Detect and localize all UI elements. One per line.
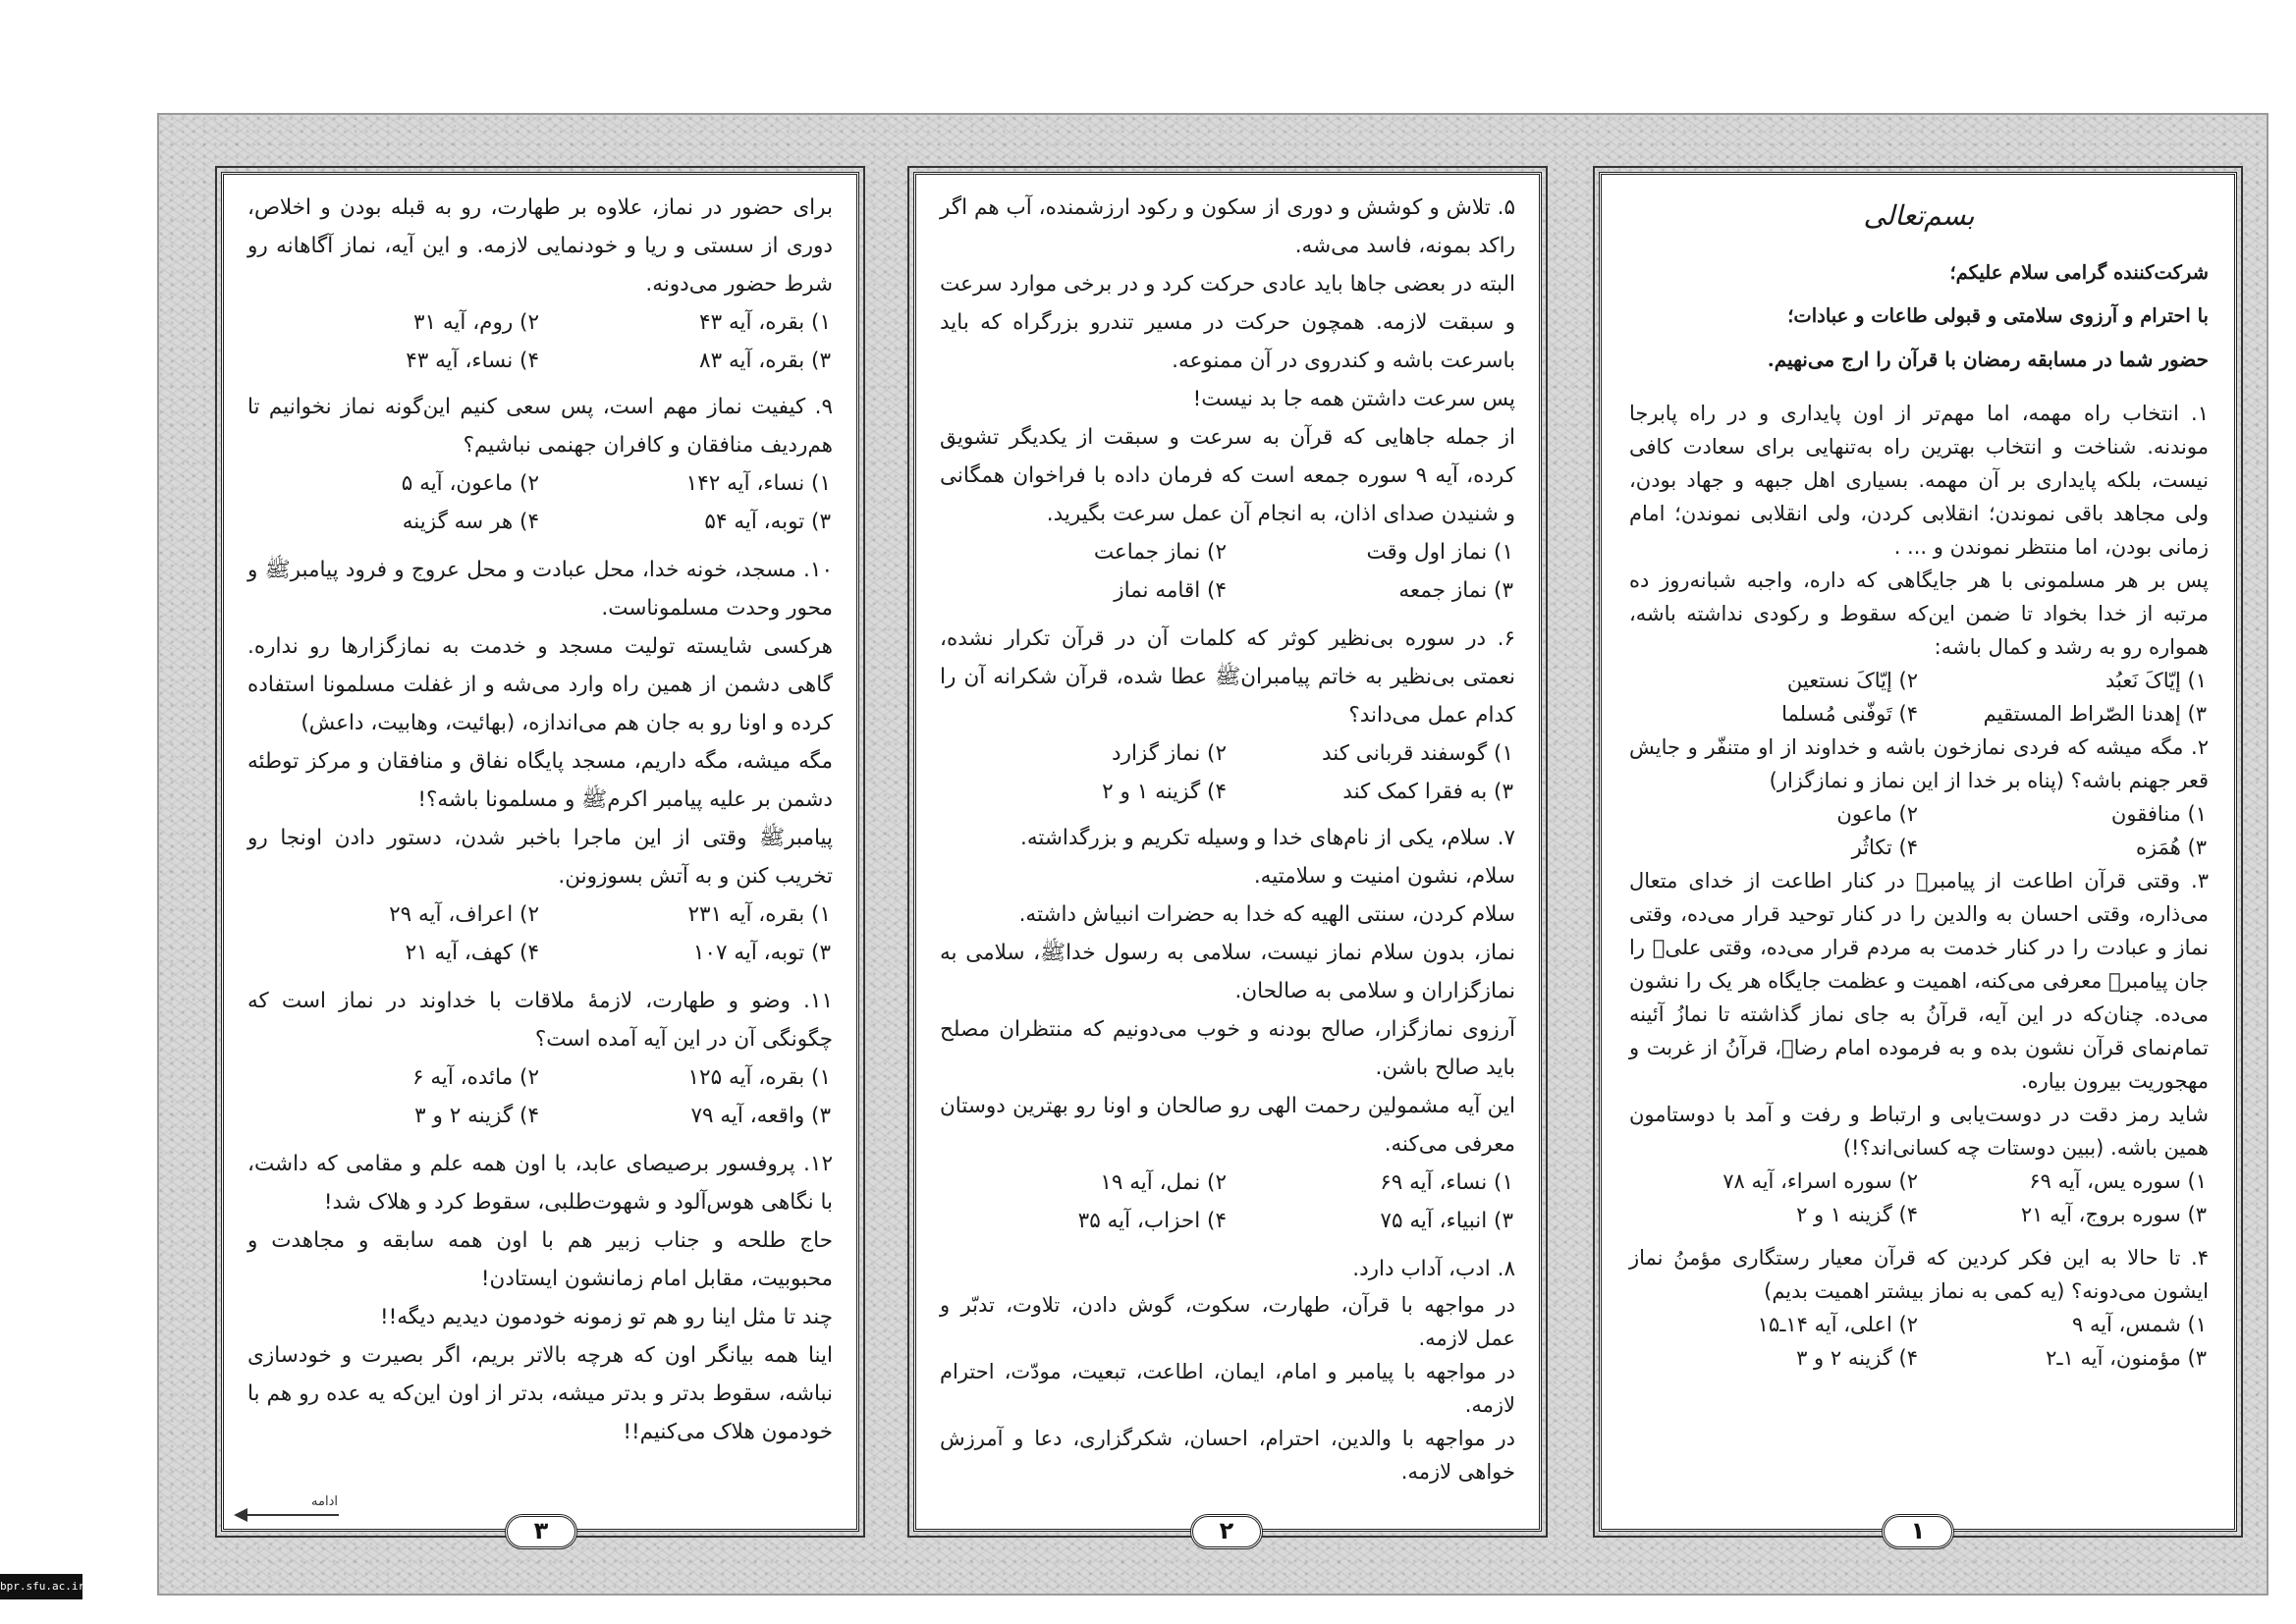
option: ۲) اعراف، آیه ۲۹ [389,902,539,927]
question-1-options [1629,664,2209,731]
option: ۲) نماز جماعت [1093,540,1227,565]
option: ۱) گوسفند قربانی کند [1321,741,1513,766]
question-10-text4: پیامبرﷺ وقتی از این ماجرا باخبر شدن، دستور دادن اونجا رو تخریب کنن و به آتش بسوزونن. [247,826,833,889]
option: ۲) سوره اسراء، آیه ۷۸ [1722,1169,1918,1193]
question-8-text: ۸. ادب، آداب دارد. [1352,1257,1515,1281]
option: ۳) نماز جمعه [1398,578,1513,603]
question-7-text2: سلام، نشون امنیت و سلامتیه. [1253,864,1515,889]
question-5-text2: البته در بعضی جاها باید عادی حرکت کرد و در برخی موارد سرعت و سبقت لازمه. همچون حرکت در مسیر تندرو بزرگراه که باید باسرعت باشه و کندروی در آن ممنوعه. [940,272,1515,373]
question-3-text2: شاید رمز دقت در دوست‌یابی و ارتباط و رفت و آمد با دوستامون همین باشه. (ببین دوستات چه کسانی‌اند؟!) [1629,1103,2209,1160]
question-8-options [247,303,833,380]
page-number-1: ۱ [1882,1514,1954,1549]
question-8-text2: در مواجهه با قرآن، طهارت، سکوت، گوش دادن، تلاوت، تدبّر و عمل لازمه. [940,1293,1515,1350]
continue-indicator [236,1494,344,1524]
question-12-text2: حاج طلحه و جناب زبیر هم با اون همه سابقه و مجاهدت و محبوبیت، مقابل امام زمانشون ایستادن! [247,1228,833,1291]
option: ۴) نساء، آیه ۴۳ [406,349,539,373]
question-7-text5: آرزوی نمازگزار، صالح بودنه و خوب می‌دونیم که منتظران مصلح باید صالح باشن. [940,1017,1515,1080]
question-2-options [1629,797,2209,864]
wishes-line: با احترام و آرزوی سلامتی و قبولی طاعات و عبادات؛ [1787,304,2209,327]
question-10-text2: هرکسی شایسته تولیت مسجد و خدمت به نمازگزارها رو نداره. گاهی دشمن از همین راه وارد می‌شه و از غفلت مسلمونا استفاده کرده و اونا رو به جان هم می‌اندازه، (بهائیت، وهابیت، داعش) [247,634,833,735]
option: ۳) توبه، آیه ۱۰۷ [692,941,831,965]
question-1-text: ۱. انتخاب راه مهمه، اما مهم‌تر از اون پایداری و در راه پابرجا موندنه. شناخت و انتخاب بهترین راه به‌تنهایی برای سعادت کافی نیست، بلکه پایداری بر آن مهمه. بسیاری اهل جبهه و جهاد بودن، ولی مجاهد باقی نموندن؛ انقلابی کردن، ولی انقلابی نموندن؛ امام زمانی بودن، اما منتظر نموندن و ... . [1629,402,2209,559]
option: ۳) به فقرا کمک کند [1342,780,1513,804]
option: ۲) اعلی، آیه ۱۴ـ۱۵ [1757,1313,1918,1336]
question-5-text4: از جمله جاهایی که قرآن به سرعت و سبقت از یکدیگر تشویق کرده، آیه ۹ سوره جمعه است که فرمان داده با فراخوان همگانی و شنیدن صدای اذان، به انجام آن عمل سرعت بگیرید. [940,425,1516,526]
question-11-options [247,1058,833,1135]
option: ۴) گزینه ۲ و ۳ [1796,1346,1918,1370]
option: ۴) تَوفّنی مُسلما [1781,702,1918,726]
question-6-text: ۶. در سوره بی‌نظیر کوثر که کلمات آن در قرآن تکرار نشده، نعمتی بی‌نظیر به خاتم پیامبرانﷺ عطا شده، قرآن شکرانه آن را کدام عمل می‌داند؟ [940,626,1515,728]
question-10-text: ۱۰. مسجد، خونه خدا، محل عبادت و محل عروج و فرود پیامبرﷺ و محور وحدت مسلموناست. [247,558,833,621]
question-10-options [247,895,833,972]
question-3-options [1629,1164,2209,1231]
question-11-text: ۱۱. وضو و طهارت، لازمهٔ ملاقات با خداوند در نماز است که چگونگی آن در این آیه آمده است؟ [247,989,833,1052]
question-8-text4: در مواجهه با والدین، احترام، احسان، شکرگزاری، دعا و آمرزش خواهی لازمه. [940,1427,1515,1484]
option: ۴) احزاب، آیه ۳۵ [1077,1209,1227,1233]
question-12-text: ۱۲. پروفسور برصیصای عابد، با اون همه علم و مقامی که داشت، با نگاهی هوس‌آلود و شهوت‌طلبی، سقوط کرد و هلاک شد! [247,1152,833,1215]
left-arrow-icon [236,1514,339,1516]
option: ۴) اقامه نماز [1114,578,1227,603]
page-panel-3 [221,172,859,1532]
site-watermark: bpr.sfu.ac.ir [0,1574,82,1599]
greeting-line: شرکت‌کننده گرامی سلام علیکم؛ [1949,261,2209,284]
option: ۴) تکاثُر [1851,836,1918,859]
option: ۱) نماز اول وقت [1366,540,1513,565]
option: ۲) نماز گزارد [1112,741,1227,766]
question-10-text3: مگه میشه، مگه داریم، مسجد پایگاه نفاق و منافقان و مرکز توطئه دشمن بر علیه پیامبر اکرمﷺ و مسلمونا باشه؟! [247,749,833,812]
option: ۳) إهدنا الصّراط المستقیم [1983,702,2207,726]
option: ۳) هُمَزه [2136,836,2207,859]
option: ۱) نساء، آیه ۱۴۲ [685,471,831,496]
option: ۱) إیّاکَ نَعبُد [2105,669,2207,692]
contest-line: حضور شما در مسابقه رمضان با قرآن را ارج می‌نهیم. [1767,348,2209,371]
question-6-options [940,734,1515,811]
question-9-options [247,464,833,541]
option: ۴) گزینه ۲ و ۳ [414,1104,539,1128]
question-5-text: ۵. تلاش و کوشش و دوری از سکون و رکود ارزشمنده، آب هم اگر راکد بمونه، فاسد می‌شه. [940,195,1515,258]
option: ۱) بقره، آیه ۴۳ [699,310,831,335]
question-7-text3: سلام کردن، سنتی الهیه که خدا به حضرات انبیاش داشته. [1018,902,1515,927]
option: ۴) گزینه ۱ و ۲ [1102,780,1227,804]
question-4-options [1629,1308,2209,1375]
question-12-text3: چند تا مثل اینا رو هم تو زمونه خودمون دیدیم دیگه!! [380,1305,833,1329]
option: ۳) بقره، آیه ۸۳ [699,349,831,373]
option: ۲) روم، آیه ۳۱ [412,310,539,335]
page-panel-2 [913,172,1542,1532]
option: ۱) منافقون [2110,802,2207,826]
option: ۲) ماعون، آیه ۵ [401,471,539,496]
option: ۴) هر سه گزینه [402,510,539,534]
option: ۳) توبه، آیه ۵۴ [704,510,831,534]
question-5-text3: پس سرعت داشتن همه جا بد نیست! [1192,387,1515,411]
option: ۳) مؤمنون، آیه ۱ـ۲ [2046,1346,2207,1370]
question-3-text: ۳. وقتی قرآن اطاعت از پیامبرﷺ در کنار اطاعت از خدای متعال می‌ذاره، وقتی احسان به والدین را در کنار توحید قرار می‌ده، وقتی نماز و عبادت را در کنار خدمت به مردم قرار می‌ده، وقتی علیؑ را جان پیامبرﷺ معرفی می‌کنه، اهمیت و عظمت جایگاه هر یک را نشون می‌ده. چنان‌که در این آیه، قرآنُ به جای نماز گذاشته تا نمازُ آئینه تمام‌نمای قرآن نشون بده و به فرموده امام رضاؑ، قرآنُ از غربت و مهجوریت بیرون بیاره. [1629,869,2209,1093]
page-number-3: ۳ [505,1514,577,1549]
question-5-options [940,533,1515,610]
question-7-options [940,1164,1515,1240]
option: ۲) إیّاکَ نستعین [1786,669,1918,692]
option: ۳) سوره بروج، آیه ۲۱ [2020,1203,2207,1226]
question-4-text: ۴. تا حالا به این فکر کردین که قرآن معیار رستگاری مؤمنُ نماز ایشون می‌دونه؟ (یه کمی به نماز بیشتر اهمیت بدیم) [1629,1246,2209,1303]
question-2-text: ۲. مگه میشه که فردی نمازخون باشه و خداوند از او متنفّر و جایش قعر جهنم باشه؟ (پناه بر خدا از این نماز و نمازگزار) [1629,735,2209,792]
option: ۲) ماعون [1836,802,1918,826]
option: ۱) سوره یس، آیه ۶۹ [2029,1169,2207,1193]
page-panel-1 [1599,172,2237,1532]
question-8-text3: در مواجهه با پیامبر و امام، ایمان، اطاعت، تبعیت، مودّت، احترام لازمه. [940,1360,1515,1417]
option: ۴) کهف، آیه ۲۱ [405,941,539,965]
option: ۳) انبیاء، آیه ۷۵ [1380,1209,1513,1233]
continue-label: ادامه [311,1494,338,1509]
question-7-text6: این آیه مشمولین رحمت الهی رو صالحان و اونا رو بهترین دوستان معرفی می‌کنه. [940,1094,1515,1157]
question-1-text2: پس بر هر مسلمونی با هر جایگاهی که داره، واجبه شبانه‌روز ده مرتبه از خدا بخواد تا ضمن این‌که سقوط و رکودی نداشته باشه، همواره رو به رشد و کمال باشه: [1629,568,2209,659]
option: ۲) نمل، آیه ۱۹ [1100,1170,1227,1195]
option: ۱) بقره، آیه ۱۲۵ [687,1065,831,1090]
page-number-2: ۲ [1190,1514,1263,1549]
question-9-text: ۹. کیفیت نماز مهم است، پس سعی کنیم این‌گونه نماز نخوانیم تا هم‌ردیف منافقان و کافران جهنمی نباشیم؟ [247,395,833,458]
question-8-continuation: برای حضور در نماز، علاوه بر طهارت، رو به قبله بودن و اخلاص، دوری از سستی و ریا و خودنمایی لازمه. و این آیه، نماز آگاهانه رو شرط حضور می‌دونه. [247,195,833,297]
option: ۴) گزینه ۱ و ۲ [1796,1203,1918,1226]
option: ۳) واقعه، آیه ۷۹ [690,1104,831,1128]
option: ۲) مائده، آیه ۶ [411,1065,539,1090]
question-12-text4: اینا همه بیانگر اون که هرچه بالاتر بریم، اگر بصیرت و خودسازی نباشه، سقوط بدتر و بدتر میشه، بدتر از اون این‌که یه عده رو هم با خودمون هلاک می‌کنیم!! [247,1343,833,1444]
option: ۱) شمس، آیه ۹ [2071,1313,2207,1336]
bismillah-heading: بسم‌تعالی [1863,199,1975,232]
question-7-text4: نماز، بدون سلام نماز نیست، سلامی به رسول خداﷺ، سلامی به نمازگزاران و سلامی به صالحان. [940,941,1515,1003]
option: ۱) نساء، آیه ۶۹ [1380,1170,1513,1195]
question-7-text: ۷. سلام، یکی از نام‌های خدا و وسیله تکریم و بزرگداشته. [1020,826,1515,850]
option: ۱) بقره، آیه ۲۳۱ [687,902,831,927]
